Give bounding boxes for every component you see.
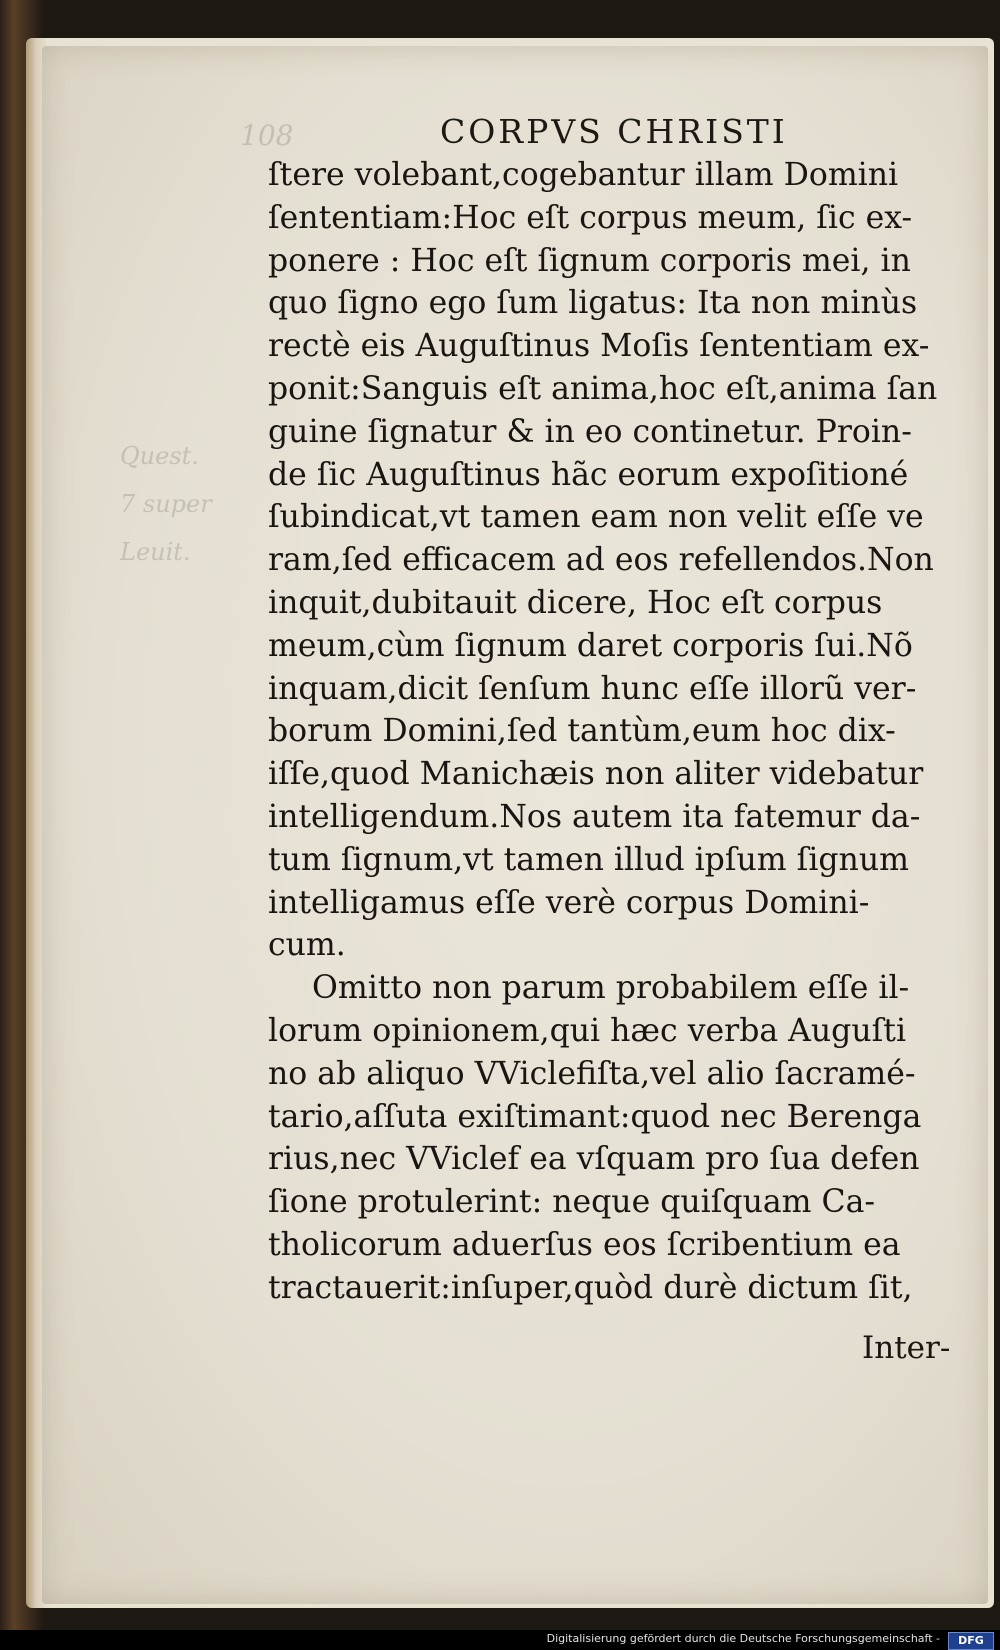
text-line: lorum opinionem,qui hæc verba Auguſti	[268, 1012, 907, 1049]
text-line: guine ſignatur & in eo continetur. Proin-	[268, 413, 912, 450]
footer-bar	[0, 1630, 1000, 1650]
funding-credit: Digitalisierung gefördert durch die Deutsche Forschungsgemeinschaft -	[546, 1632, 940, 1645]
text-line: iſſe,quod Manichæis non aliter videbatur	[268, 756, 924, 793]
text-line: inquit,dubitauit dicere, Hoc eſt corpus	[268, 584, 883, 621]
text-line: Omitto non parum probabilem eſſe il-	[312, 970, 910, 1007]
text-line: ponit:Sanguis eſt anima,hoc eſt,anima ſan	[268, 370, 938, 407]
text-line: ſione protulerint: neque quiſquam Ca-	[268, 1184, 876, 1221]
running-head: CORPVS CHRISTI	[440, 112, 788, 151]
text-line: ram,ſed efficacem ad eos refellendos.Non	[268, 542, 934, 579]
body-text	[268, 154, 960, 1310]
bleed-through-margin-note	[120, 432, 212, 576]
bleed-margin-line: Leuit.	[120, 538, 191, 566]
text-line: quo ſigno ego ſum ligatus: Ita non minùs	[268, 285, 918, 322]
text-line: meum,cùm ſignum daret corporis ſui.Nõ	[268, 627, 913, 664]
bleed-through-page-number: 108	[240, 119, 294, 152]
text-line: borum Domini,ſed tantùm,eum hoc dix-	[268, 713, 896, 750]
text-line: ſubindicat,vt tamen eam non velit eſſe ve	[268, 499, 924, 536]
text-line: rius,nec VViclef ea vſquam pro ſua defen	[268, 1141, 920, 1178]
text-line: ſtere volebant,cogebantur illam Domini	[268, 157, 899, 193]
text-line: tum ſignum,vt tamen illud ipſum ſignum	[268, 841, 909, 878]
text-line: tholicorum aduerſus eos ſcribentium ea	[268, 1226, 901, 1263]
text-line: tractauerit:inſuper,quòd durè dictum ſit,	[268, 1269, 913, 1306]
bleed-margin-line: Quest.	[120, 442, 199, 470]
text-line: cum.	[268, 927, 346, 964]
text-line: tario,aſſuta exiſtimant:quod nec Berenga	[268, 1098, 922, 1135]
text-line: inquam,dicit ſenſum hunc eſſe illorũ ver-	[268, 670, 917, 707]
text-line: rectè eis Auguſtinus Moſis ſententiam ex-	[268, 328, 930, 365]
text-line: no ab aliquo VViclefiſta,vel alio ſacramé-	[268, 1055, 916, 1092]
text-line: ponere : Hoc eſt ſignum corporis mei, in	[268, 242, 911, 279]
dfg-logo: DFG	[948, 1632, 994, 1650]
text-line: de ſic Auguſtinus hãc eorum expoſitioné	[268, 456, 909, 493]
text-line: intelligendum.Nos autem ita fatemur da-	[268, 798, 921, 835]
text-line: ſententiam:Hoc eſt corpus meum, ſic ex-	[268, 199, 913, 236]
catchword: Inter-	[862, 1330, 951, 1366]
bleed-margin-line: 7 super	[120, 490, 212, 518]
text-line: intelligamus eſſe verè corpus Domini-	[268, 884, 870, 921]
